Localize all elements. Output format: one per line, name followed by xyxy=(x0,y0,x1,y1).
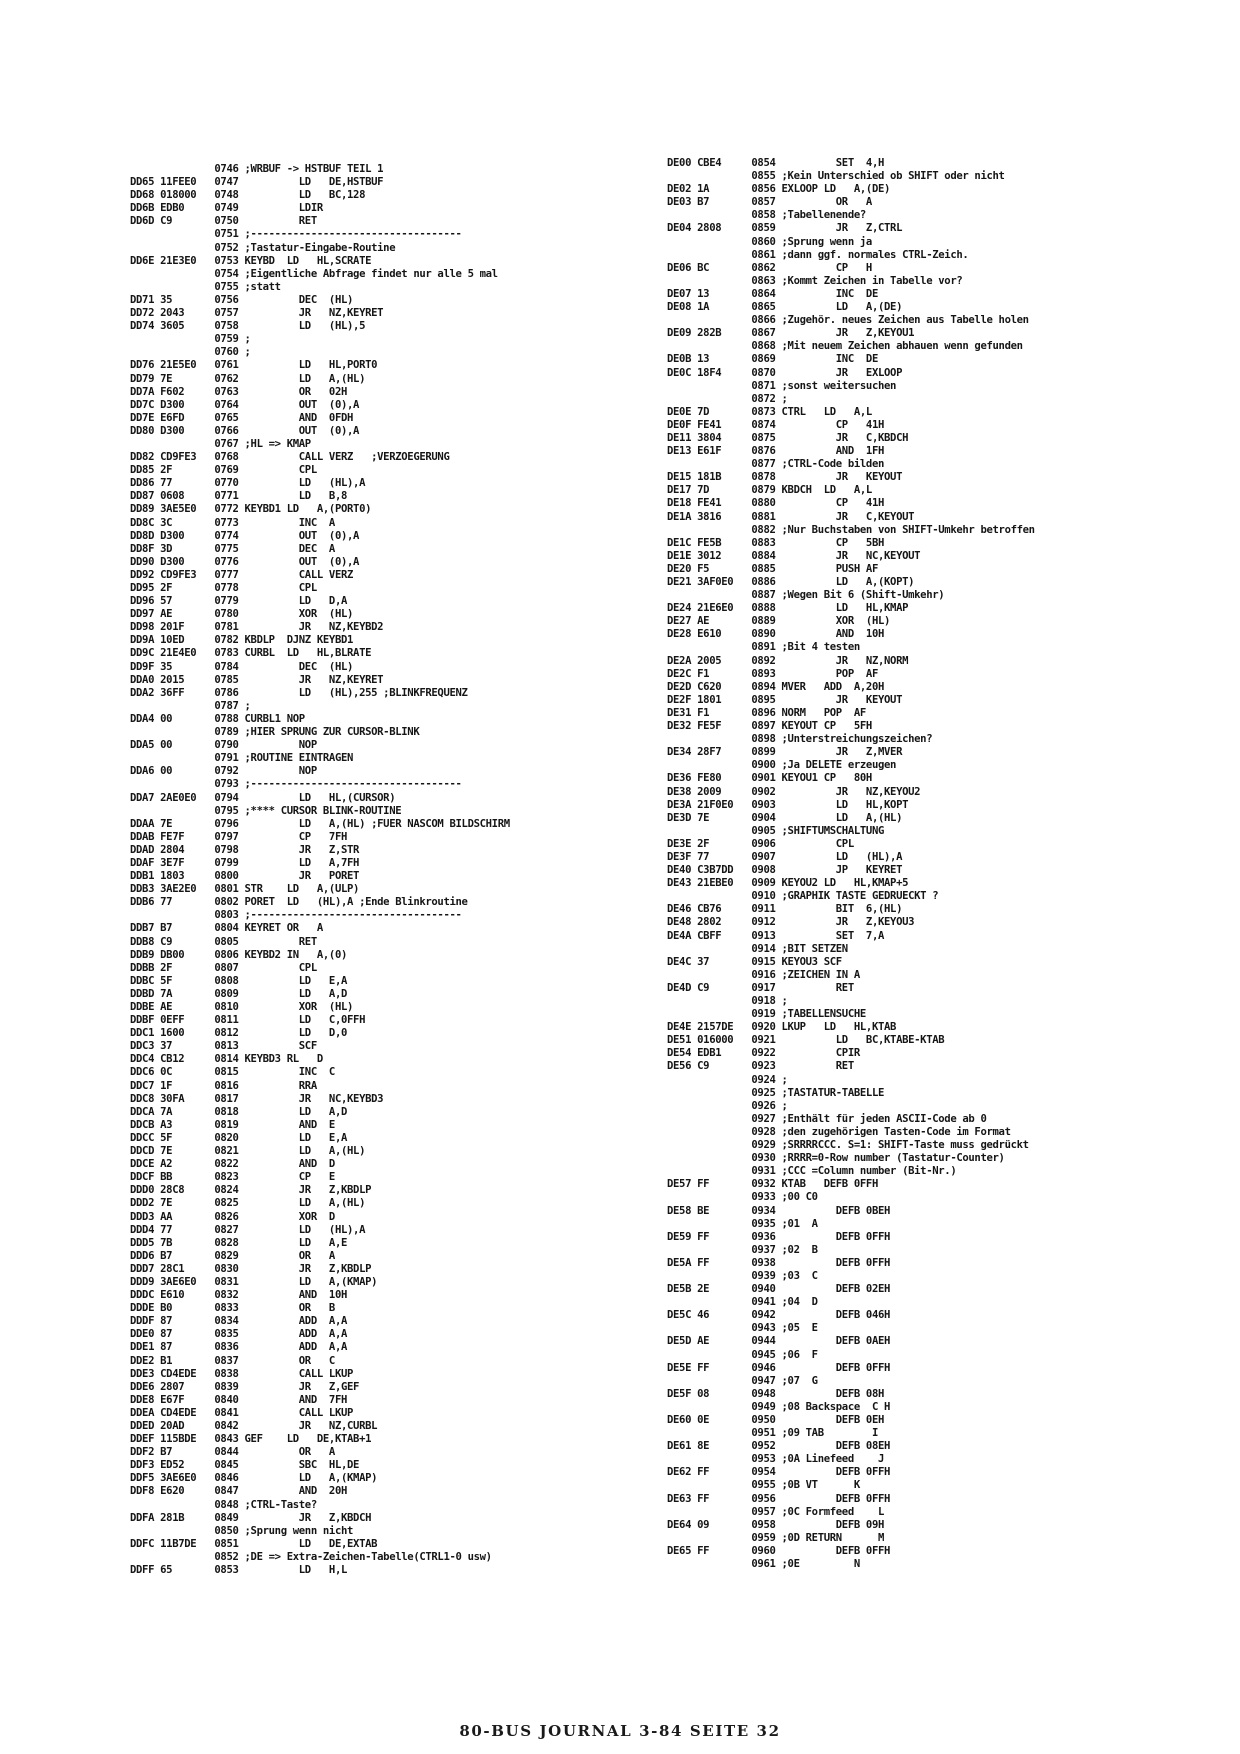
code-line: DE21 3AF0E0 0886 LD A,(KOPT) xyxy=(667,576,915,588)
code-line: DE27 AE 0889 XOR (HL) xyxy=(667,615,891,628)
code-line: DDA0 2015 0785 JR NZ,KEYRET xyxy=(130,673,384,686)
code-line: DD8F 3D 0775 DEC A xyxy=(130,542,335,555)
code-line: DDE8 E67F 0840 AND 7FH xyxy=(130,1393,348,1406)
code-line: DDE3 CD4EDE 0838 CALL LKUP xyxy=(130,1367,354,1380)
code-line: DDDC E610 0832 AND 10H xyxy=(130,1289,348,1302)
code-line: DD76 21E5E0 0761 LD HL,PORT0 xyxy=(130,359,378,372)
code-line: DE63 FF 0956 DEFB 0FFH xyxy=(667,1492,891,1505)
code-line: DDA7 2AE0E0 0794 LD HL,(CURSOR) xyxy=(130,791,396,804)
code-line: DE32 FE5F 0897 KEYOUT CP 5FH xyxy=(667,720,872,733)
code-line: 0905 ;SHIFTUMSCHALTUNG xyxy=(667,824,885,837)
code-line: 0929 ;SRRRRCCC. S=1: SHIFT-Taste muss gedrückt xyxy=(667,1139,1029,1152)
code-line: DDD5 7B 0828 LD A,E xyxy=(130,1236,348,1249)
code-line: DE09 282B 0867 JR Z,KEYOU1 xyxy=(667,327,915,340)
code-line: DDCC 5F 0820 LD E,A xyxy=(130,1131,348,1144)
code-line: DE5F 08 0948 DEFB 08H xyxy=(667,1387,885,1400)
code-line: DD9F 35 0784 DEC (HL) xyxy=(130,660,354,673)
code-line: DDA5 00 0790 NOP xyxy=(130,739,317,752)
code-line: DD95 2F 0778 CPL xyxy=(130,582,317,594)
code-line: 0860 ;Sprung wenn ja xyxy=(667,235,872,248)
code-line: DDD7 28C1 0830 JR Z,KBDLP xyxy=(130,1262,372,1275)
code-line: DDE0 87 0835 ADD A,A xyxy=(130,1328,348,1341)
code-line: DD92 CD9FE3 0777 CALL VERZ xyxy=(130,568,354,581)
code-line: 0933 ;00 C0 xyxy=(667,1191,818,1204)
code-line: 0918 ; xyxy=(667,995,788,1007)
code-line: 0795 ;**** CURSOR BLINK-ROUTINE xyxy=(130,804,402,817)
code-line: DE17 7D 0879 KBDCH LD A,L xyxy=(667,484,872,497)
code-line: DE1E 3012 0884 JR NC,KEYOUT xyxy=(667,549,921,562)
code-line: DD68 018000 0748 LD BC,128 xyxy=(130,189,366,202)
code-line: 0926 ; xyxy=(667,1099,788,1112)
code-line: DE59 FF 0936 DEFB 0FFH xyxy=(667,1230,891,1243)
code-line: DDC8 30FA 0817 JR NC,KEYBD3 xyxy=(130,1092,384,1105)
code-line: DE13 E61F 0876 AND 1FH xyxy=(667,445,885,458)
code-line: DD65 11FEE0 0747 LD DE,HSTBUF xyxy=(130,176,384,189)
code-line: DDD6 B7 0829 OR A xyxy=(130,1249,335,1262)
code-line: DDCD 7E 0821 LD A,(HL) xyxy=(130,1145,366,1158)
code-line: 0882 ;Nur Buchstaben von SHIFT-Umkehr betroffen xyxy=(667,523,1035,536)
code-line: DDC4 CB12 0814 KEYBD3 RL D xyxy=(130,1053,323,1066)
code-line: 0791 ;ROUTINE EINTRAGEN xyxy=(130,752,354,765)
code-line: 0925 ;TASTATUR-TABELLE xyxy=(667,1086,885,1099)
code-line: DE40 C3B7DD 0908 JP KEYRET xyxy=(667,864,903,877)
code-line: 0914 ;BIT SETZEN xyxy=(667,942,848,955)
code-line: DE20 F5 0885 PUSH AF xyxy=(667,562,878,575)
code-line: DE0B 13 0869 INC DE xyxy=(667,353,878,366)
code-line: DDB3 3AE2E0 0801 STR LD A,(ULP) xyxy=(130,883,360,896)
code-line: DE4A CBFF 0913 SET 7,A xyxy=(667,929,885,942)
code-line: 0959 ;0D RETURN M xyxy=(667,1531,885,1544)
code-line: DD72 2043 0757 JR NZ,KEYRET xyxy=(130,307,384,320)
code-line: DD80 D300 0766 OUT (0),A xyxy=(130,424,360,437)
code-line: DE3D 7E 0904 LD A,(HL) xyxy=(667,811,903,824)
code-line: 0803 ;----------------------------------- xyxy=(130,909,462,922)
code-line: 0910 ;GRAPHIK TASTE GEDRUECKT ? xyxy=(667,890,939,903)
code-line: DE24 21E6E0 0888 LD HL,KMAP xyxy=(667,602,909,615)
code-line: 0755 ;statt xyxy=(130,280,281,293)
code-line: DDB8 C9 0805 RET xyxy=(130,935,317,948)
code-line: DE62 FF 0954 DEFB 0FFH xyxy=(667,1466,891,1479)
code-line: DE07 13 0864 INC DE xyxy=(667,287,878,300)
code-line: DDD2 7E 0825 LD A,(HL) xyxy=(130,1197,366,1210)
code-line: DD7C D300 0764 OUT (0),A xyxy=(130,398,360,411)
code-line: 0919 ;TABELLENSUCHE xyxy=(667,1008,866,1021)
code-line: 0949 ;08 Backspace C H xyxy=(667,1400,891,1413)
code-line: 0855 ;Kein Unterschied ob SHIFT oder nicht xyxy=(667,170,1005,183)
code-line: DDB6 77 0802 PORET LD (HL),A ;Ende Blinkroutine xyxy=(130,896,468,909)
code-line: DD90 D300 0776 OUT (0),A xyxy=(130,555,360,568)
code-line: 0937 ;02 B xyxy=(667,1243,818,1256)
code-line: DDCF BB 0823 CP E xyxy=(130,1171,335,1184)
code-line: DD87 0608 0771 LD B,8 xyxy=(130,490,348,503)
code-line: DDDE B0 0833 OR B xyxy=(130,1302,335,1315)
code-line: 0939 ;03 C xyxy=(667,1269,818,1282)
code-line: DDF2 B7 0844 OR A xyxy=(130,1446,335,1459)
code-line: DDF3 ED52 0845 SBC HL,DE xyxy=(130,1459,360,1472)
code-line: DD82 CD9FE3 0768 CALL VERZ ;VERZOEGERUNG xyxy=(130,451,450,464)
code-line: 0858 ;Tabellenende? xyxy=(667,209,866,222)
listing-column-left xyxy=(130,163,510,1577)
code-line: DDED 20AD 0842 JR NZ,CURBL xyxy=(130,1420,378,1432)
code-line: DDAB FE7F 0797 CP 7FH xyxy=(130,830,348,843)
code-line: DE04 2808 0859 JR Z,CTRL xyxy=(667,222,903,235)
code-line: DE65 FF 0960 DEFB 0FFH xyxy=(667,1544,891,1557)
code-line: DD7E E6FD 0765 AND 0FDH xyxy=(130,411,354,424)
code-line: DDB1 1803 0800 JR PORET xyxy=(130,870,360,883)
code-line: DDBB 2F 0807 CPL xyxy=(130,961,317,974)
code-line: 0760 ; xyxy=(130,346,251,359)
code-line: DDB9 DB00 0806 KEYBD2 IN A,(0) xyxy=(130,948,348,961)
code-line: DE08 1A 0865 LD A,(DE) xyxy=(667,301,903,314)
code-line: 0931 ;CCC =Column number (Bit-Nr.) xyxy=(667,1165,957,1178)
page-footer: 80-BUS JOURNAL 3-84 SEITE 32 xyxy=(459,1722,781,1740)
code-line: DDA6 00 0792 NOP xyxy=(130,765,317,778)
code-line: DE38 2009 0902 JR NZ,KEYOU2 xyxy=(667,785,921,798)
code-line: DDEA CD4EDE 0841 CALL LKUP xyxy=(130,1406,354,1419)
code-line: DE2C F1 0893 POP AF xyxy=(667,667,878,680)
code-line: DE2F 1801 0895 JR KEYOUT xyxy=(667,693,903,706)
code-line: DDE2 B1 0837 OR C xyxy=(130,1354,335,1367)
code-line: DDC7 1F 0816 RRA xyxy=(130,1079,317,1092)
code-line: DE02 1A 0856 EXLOOP LD A,(DE) xyxy=(667,183,891,196)
code-line: DE2D C620 0894 MVER ADD A,20H xyxy=(667,680,885,693)
code-line: DE31 F1 0896 NORM POP AF xyxy=(667,706,866,719)
code-line: DD79 7E 0762 LD A,(HL) xyxy=(130,372,366,385)
code-line: 0751 ;----------------------------------- xyxy=(130,228,462,241)
code-line: 0927 ;Enthält für jeden ASCII-Code ab 0 xyxy=(667,1112,987,1125)
code-line: 0793 ;----------------------------------- xyxy=(130,778,462,791)
code-line: 0871 ;sonst weitersuchen xyxy=(667,379,897,392)
code-line: DD86 77 0770 LD (HL),A xyxy=(130,477,366,490)
code-line: 0957 ;0C Formfeed L xyxy=(667,1505,885,1518)
code-line: 0953 ;0A Linefeed J xyxy=(667,1453,885,1466)
code-line: DD6E 21E3E0 0753 KEYBD LD HL,SCRATE xyxy=(130,254,372,267)
code-line: 0943 ;05 E xyxy=(667,1322,818,1335)
code-line: 0916 ;ZEICHEN IN A xyxy=(667,968,860,981)
code-line: 0941 ;04 D xyxy=(667,1296,818,1309)
code-line: 0861 ;dann ggf. normales CTRL-Zeich. xyxy=(667,248,969,261)
code-line: 0955 ;0B VT K xyxy=(667,1479,860,1492)
code-line: DD7A F602 0763 OR 02H xyxy=(130,385,348,398)
code-line: DDBC 5F 0808 LD E,A xyxy=(130,974,348,987)
code-line: 0767 ;HL => KMAP xyxy=(130,437,311,450)
code-line: 0900 ;Ja DELETE erzeugen xyxy=(667,759,897,772)
code-line: DDF5 3AE6E0 0846 LD A,(KMAP) xyxy=(130,1472,378,1485)
code-line: DD6D C9 0750 RET xyxy=(130,215,317,228)
code-line: DDFF 65 0853 LD H,L xyxy=(130,1564,348,1577)
code-line: DDC1 1600 0812 LD D,0 xyxy=(130,1027,348,1040)
code-line: DDD4 77 0827 LD (HL),A xyxy=(130,1223,366,1236)
code-line: DD85 2F 0769 CPL xyxy=(130,464,317,477)
code-line: DE43 21EBE0 0909 KEYOU2 LD HL,KMAP+5 xyxy=(667,877,909,890)
code-line: DD8C 3C 0773 INC A xyxy=(130,516,335,529)
code-line: DE11 3804 0875 JR C,KBDCH xyxy=(667,431,909,444)
code-line: DD9C 21E4E0 0783 CURBL LD HL,BLRATE xyxy=(130,647,372,660)
code-line: DDFA 281B 0849 JR Z,KBDCH xyxy=(130,1511,372,1524)
code-line: 0752 ;Tastatur-Eingabe-Routine xyxy=(130,241,396,254)
code-line: 0898 ;Unterstreichungszeichen? xyxy=(667,733,933,746)
code-line: 0754 ;Eigentliche Abfrage findet nur alle 5 mal xyxy=(130,267,498,280)
code-line: DDD3 AA 0826 XOR D xyxy=(130,1210,335,1223)
code-line: 0877 ;CTRL-Code bilden xyxy=(667,458,885,471)
code-line: 0868 ;Mit neuem Zeichen abhauen wenn gefunden xyxy=(667,340,1023,353)
code-line: DD98 201F 0781 JR NZ,KEYBD2 xyxy=(130,621,384,634)
code-line: DE4E 2157DE 0920 LKUP LD HL,KTAB xyxy=(667,1021,897,1034)
code-line: 0746 ;WRBUF -> HSTBUF TEIL 1 xyxy=(130,163,384,175)
code-line: DDEF 115BDE 0843 GEF LD DE,KTAB+1 xyxy=(130,1433,372,1446)
code-line: DE48 2802 0912 JR Z,KEYOU3 xyxy=(667,916,915,929)
code-line: 0891 ;Bit 4 testen xyxy=(667,641,860,654)
code-line: DDCE A2 0822 AND D xyxy=(130,1158,335,1171)
code-line: DDD9 3AE6E0 0831 LD A,(KMAP) xyxy=(130,1275,378,1288)
code-line: DE4D C9 0917 RET xyxy=(667,981,854,994)
code-line: 0924 ; xyxy=(667,1073,788,1086)
code-line: DE56 C9 0923 RET xyxy=(667,1060,854,1073)
code-line: DD74 3605 0758 LD (HL),5 xyxy=(130,320,366,333)
code-line: 0935 ;01 A xyxy=(667,1217,818,1230)
code-line: DD9A 10ED 0782 KBDLP DJNZ KEYBD1 xyxy=(130,634,354,647)
code-line: DE54 EDB1 0922 CPIR xyxy=(667,1047,860,1060)
code-line: DE03 B7 0857 OR A xyxy=(667,196,872,209)
code-line: DE2A 2005 0892 JR NZ,NORM xyxy=(667,654,909,667)
code-line: DDB7 B7 0804 KEYRET OR A xyxy=(130,922,323,935)
code-line: 0945 ;06 F xyxy=(667,1348,818,1361)
code-line: DDF8 E620 0847 AND 20H xyxy=(130,1485,348,1498)
code-line: DE51 016000 0921 LD BC,KTABE-KTAB xyxy=(667,1034,945,1047)
code-line: DDC6 0C 0815 INC C xyxy=(130,1066,335,1079)
code-line: DD71 35 0756 DEC (HL) xyxy=(130,293,354,306)
code-line: DDFC 11B7DE 0851 LD DE,EXTAB xyxy=(130,1537,378,1550)
listing-column-right xyxy=(667,157,1035,1571)
code-line: DE5E FF 0946 DEFB 0FFH xyxy=(667,1361,891,1374)
code-line: 0887 ;Wegen Bit 6 (Shift-Umkehr) xyxy=(667,589,945,602)
code-line: DE3F 77 0907 LD (HL),A xyxy=(667,850,903,863)
code-line: DE1C FE5B 0883 CP 5BH xyxy=(667,536,885,549)
code-line: DDE6 2807 0839 JR Z,GEF xyxy=(130,1380,360,1393)
code-line: DE1A 3816 0881 JR C,KEYOUT xyxy=(667,510,915,523)
code-line: DE46 CB76 0911 BIT 6,(HL) xyxy=(667,903,903,916)
code-line: 0947 ;07 G xyxy=(667,1374,818,1387)
code-line: DDAF 3E7F 0799 LD A,7FH xyxy=(130,856,360,869)
code-line: DD8D D300 0774 OUT (0),A xyxy=(130,529,360,542)
code-line: DDCA 7A 0818 LD A,D xyxy=(130,1105,348,1118)
code-line: 0961 ;0E N xyxy=(667,1558,860,1571)
code-line: 0852 ;DE => Extra-Zeichen-Tabelle(CTRL1-0 usw) xyxy=(130,1550,492,1563)
code-line: DDC3 37 0813 SCF xyxy=(130,1040,317,1053)
code-line: DDBF 0EFF 0811 LD C,0FFH xyxy=(130,1014,366,1027)
code-line: DDCB A3 0819 AND E xyxy=(130,1118,335,1131)
code-line: DE15 181B 0878 JR KEYOUT xyxy=(667,471,903,484)
code-line: 0759 ; xyxy=(130,333,251,346)
code-line: DDAD 2804 0798 JR Z,STR xyxy=(130,843,360,856)
code-line: DE06 BC 0862 CP H xyxy=(667,261,872,274)
code-line: DE5A FF 0938 DEFB 0FFH xyxy=(667,1256,891,1269)
code-line: 0866 ;Zugehör. neues Zeichen aus Tabelle holen xyxy=(667,314,1029,327)
code-line: DDDF 87 0834 ADD A,A xyxy=(130,1315,348,1328)
code-line: 0928 ;den zugehörigen Tasten-Code im Format xyxy=(667,1125,1011,1138)
code-line: DE5D AE 0944 DEFB 0AEH xyxy=(667,1335,891,1348)
code-line: DE57 FF 0932 KTAB DEFB 0FFH xyxy=(667,1178,878,1191)
code-line: DE34 28F7 0899 JR Z,MVER xyxy=(667,746,903,759)
code-line: DE0C 18F4 0870 JR EXLOOP xyxy=(667,366,903,379)
code-line: 0789 ;HIER SPRUNG ZUR CURSOR-BLINK xyxy=(130,726,420,739)
code-line: DD6B EDB0 0749 LDIR xyxy=(130,202,323,215)
code-line: 0930 ;RRRR=0-Row number (Tastatur-Counter) xyxy=(667,1152,1005,1165)
code-line: DDBD 7A 0809 LD A,D xyxy=(130,987,348,1000)
code-line: DE0E 7D 0873 CTRL LD A,L xyxy=(667,405,872,418)
code-line: DDAA 7E 0796 LD A,(HL) ;FUER NASCOM BILDSCHIRM xyxy=(130,817,510,830)
code-line: DDA4 00 0788 CURBL1 NOP xyxy=(130,712,305,725)
code-line: DE00 CBE4 0854 SET 4,H xyxy=(667,157,885,169)
code-line: DE28 E610 0890 AND 10H xyxy=(667,628,885,641)
code-line: DDBE AE 0810 XOR (HL) xyxy=(130,1001,354,1013)
code-line: DE0F FE41 0874 CP 41H xyxy=(667,418,885,431)
code-line: DE18 FE41 0880 CP 41H xyxy=(667,497,885,510)
code-line: DE58 BE 0934 DEFB 0BEH xyxy=(667,1204,891,1217)
code-line: DD96 57 0779 LD D,A xyxy=(130,595,348,608)
code-line: 0848 ;CTRL-Taste? xyxy=(130,1498,317,1511)
code-line: 0787 ; xyxy=(130,699,251,712)
code-line: 0850 ;Sprung wenn nicht xyxy=(130,1524,354,1537)
code-line: 0872 ; xyxy=(667,392,788,405)
code-line: DE5B 2E 0940 DEFB 02EH xyxy=(667,1283,891,1296)
code-line: DE4C 37 0915 KEYOU3 SCF xyxy=(667,955,842,968)
code-line: 0863 ;Kommt Zeichen in Tabelle vor? xyxy=(667,274,963,287)
code-line: DDD0 28C8 0824 JR Z,KBDLP xyxy=(130,1184,372,1197)
code-line: DE61 8E 0952 DEFB 08EH xyxy=(667,1440,891,1453)
code-line: DE36 FE80 0901 KEYOU1 CP 80H xyxy=(667,772,872,785)
code-line: DD89 3AE5E0 0772 KEYBD1 LD A,(PORT0) xyxy=(130,503,372,516)
code-line: DE64 09 0958 DEFB 09H xyxy=(667,1518,885,1531)
code-line: DD97 AE 0780 XOR (HL) xyxy=(130,608,354,621)
code-line: 0951 ;09 TAB I xyxy=(667,1427,878,1440)
code-line: DDA2 36FF 0786 LD (HL),255 ;BLINKFREQUENZ xyxy=(130,686,468,699)
code-line: DE5C 46 0942 DEFB 046H xyxy=(667,1309,891,1322)
code-line: DE60 0E 0950 DEFB 0EH xyxy=(667,1414,885,1426)
code-line: DDE1 87 0836 ADD A,A xyxy=(130,1341,348,1354)
code-line: DE3A 21F0E0 0903 LD HL,KOPT xyxy=(667,798,909,811)
code-line: DE3E 2F 0906 CPL xyxy=(667,837,854,850)
